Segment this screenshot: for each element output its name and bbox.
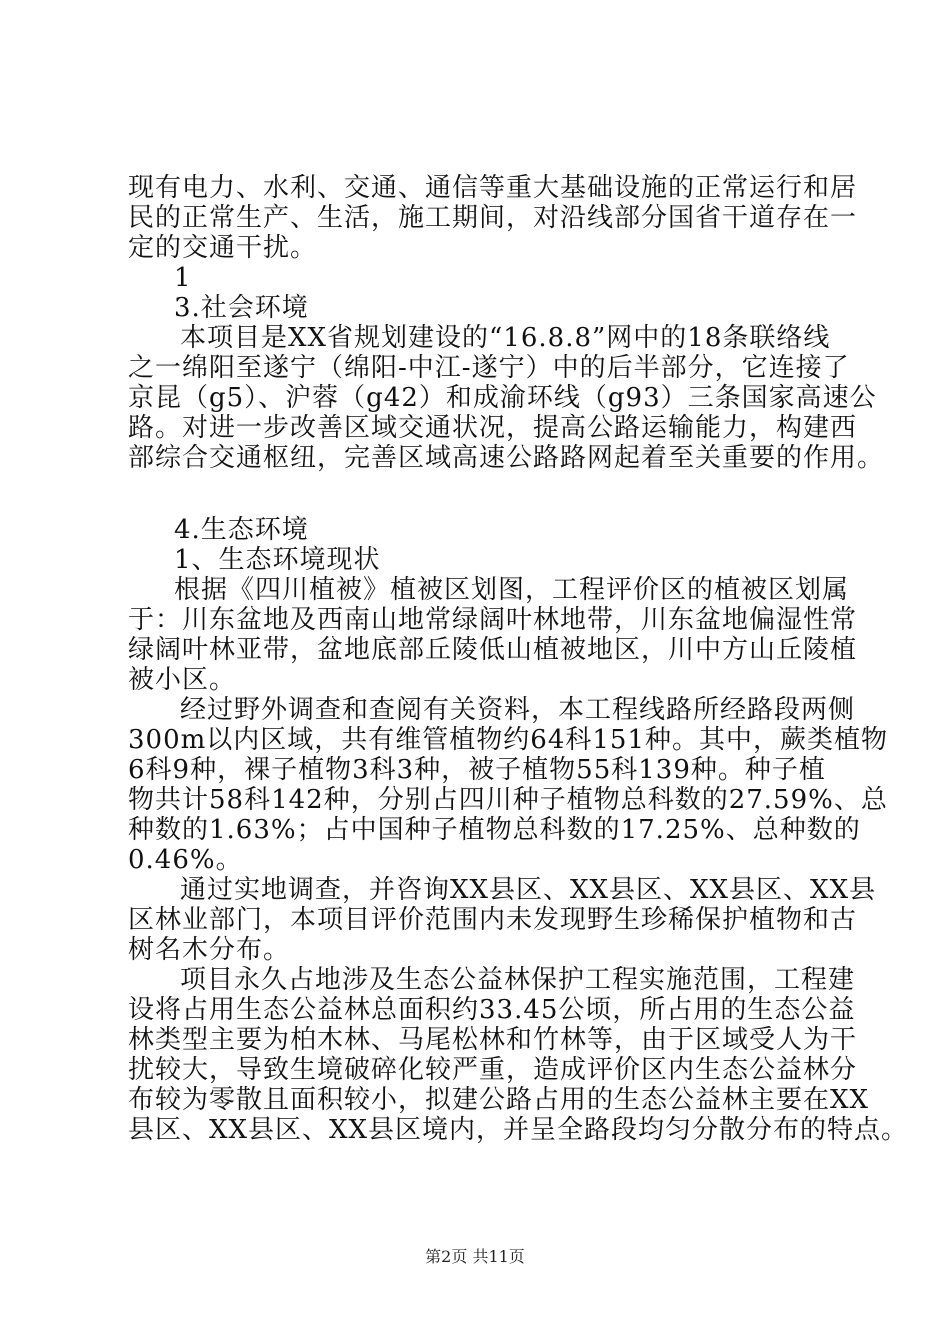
document-body [128,173,909,1145]
text-line: 现有电力、水利、交通、通信等重大基础设施的正常运行和居 [128,173,858,203]
text-line: 部综合交通枢纽，完善区域高速公路路网起着至关重要的作用。 [128,443,885,473]
subsection-heading: 1、生态环境现状 [174,545,381,575]
text-line: 通过实地调查，并咨询XX县区、XX县区、XX县区、XX县 [180,875,877,905]
text-line: 之一绵阳至遂宁（绵阳-中江-遂宁）中的后半部分，它连接了 [128,353,850,383]
text-line: 林类型主要为柏木林、马尾松林和竹林等，由于区域受人为干 [128,1025,858,1055]
text-line: 设将占用生态公益林总面积约33.45公顷，所占用的生态公益 [128,995,856,1025]
page-number-marker: 1 [174,263,192,293]
page-footer: 第2页 共11页 [425,1247,525,1266]
text-line: 物共计58科142种，分别占四川种子植物总科数的27.59%、总 [128,785,888,815]
text-line: 0.46%。 [128,845,243,875]
section-heading: 3.社会环境 [174,293,309,323]
text-line: 民的正常生产、生活，施工期间，对沿线部分国省干道存在一 [128,203,858,233]
text-line: 扰较大，导致生境破碎化较严重，造成评价区内生态公益林分 [128,1055,858,1085]
section-heading: 4.生态环境 [174,515,309,545]
text-line: 被小区。 [128,665,237,695]
text-line: 本项目是XX省规划建设的“16.8.8”网中的18条联络线 [180,323,831,353]
text-line: 种数的1.63%；占中国种子植物总科数的17.25%、总种数的 [128,815,861,845]
text-line: 树名木分布。 [128,935,291,965]
text-line: 于：川东盆地及西南山地常绿阔叶林地带，川东盆地偏湿性常 [128,605,858,635]
text-line: 经过野外调查和查阅有关资料，本工程线路所经路段两侧 [180,695,856,725]
text-line: 300m以内区域，共有维管植物约64科151种。其中，蕨类植物 [128,725,888,755]
text-line: 项目永久占地涉及生态公益林保护工程实施范围，工程建 [180,965,856,995]
text-line: 6科9种，裸子植物3科3种，被子植物55科139种。种子植 [128,755,826,785]
text-line: 路。对进一步改善区域交通状况，提高公路运输能力，构建西 [128,413,858,443]
text-line: 区林业部门，本项目评价范围内未发现野生珍稀保护植物和古 [128,905,858,935]
text-line: 京昆（g5）、沪蓉（g42）和成渝环线（g93）三条国家高速公 [128,383,877,413]
text-line: 定的交通干扰。 [128,233,318,263]
text-line: 绿阔叶林亚带，盆地底部丘陵低山植被地区，川中方山丘陵植 [128,635,858,665]
text-line: 布较为零散且面积较小，拟建公路占用的生态公益林主要在XX [128,1085,870,1115]
text-line: 县区、XX县区、XX县区境内，并呈全路段均匀分散分布的特点。 [128,1115,909,1145]
text-line: 根据《四川植被》植被区划图，工程评价区的植被区划属 [174,575,850,605]
